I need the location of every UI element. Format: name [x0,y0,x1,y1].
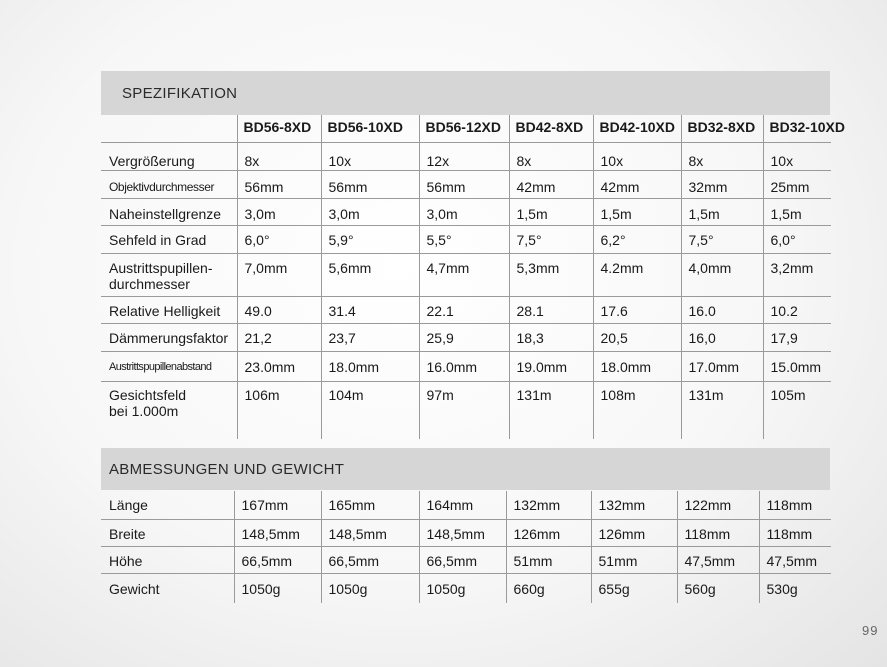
table-cell: 165mm [321,491,419,519]
model-header: BD56-12XD [419,115,509,142]
row-label [101,381,237,439]
table-cell: 15.0mm [763,351,831,381]
table-cell: 660g [506,573,591,603]
table-cell: 3,2mm [763,253,831,296]
table-cell: 148,5mm [419,519,506,546]
table-cell: 19.0mm [509,351,593,381]
table-cell: 18,3 [509,323,593,351]
row-label: Breite [109,525,146,542]
table-cell: 18.0mm [321,351,419,381]
table-row [101,170,831,198]
table-cell: 7,5° [681,225,763,253]
table-cell: 3,0m [321,198,419,225]
table-cell: 18.0mm [593,351,681,381]
row-label-line: Gesichtsfeld [109,386,187,403]
table-cell: 655g [591,573,677,603]
table-cell: 4,7mm [419,253,509,296]
table-cell: 21,2 [237,323,321,351]
table-cell: 118mm [759,519,831,546]
page-number: 99 [862,623,879,638]
model-header: BD56-8XD [237,115,321,142]
table-cell: 42mm [593,170,681,198]
table-cell: 560g [677,573,759,603]
table-row [101,142,831,170]
table-cell: 22.1 [419,296,509,323]
table-cell: 131m [509,381,593,439]
table-cell: 7,5° [509,225,593,253]
model-header: BD32-8XD [681,115,763,142]
table-cell: 12x [419,142,509,170]
row-label: Austrittspupillenabstand [109,360,212,373]
row-label [101,253,237,296]
table-cell: 118mm [759,491,831,519]
row-label-line: durchmesser [109,275,190,292]
table-cell: 8x [681,142,763,170]
table-cell: 6,0° [237,225,321,253]
row-label: Höhe [109,552,143,569]
table-cell: 56mm [237,170,321,198]
table-cell: 118mm [677,519,759,546]
table-cell: 6,0° [763,225,831,253]
table-cell: 20,5 [593,323,681,351]
table-cell: 6,2° [593,225,681,253]
table-cell: 5,5° [419,225,509,253]
table-cell: 51mm [591,546,677,573]
table-cell: 4,0mm [681,253,763,296]
table-cell: 10.2 [763,296,831,323]
table-cell: 530g [759,573,831,603]
row-label: Objektivdurchmesser [109,179,215,194]
table-cell: 131m [681,381,763,439]
table-cell: 132mm [506,491,591,519]
table-cell: 47,5mm [759,546,831,573]
table-cell: 1,5m [509,198,593,225]
table-cell: 1050g [419,573,506,603]
row-label-line: bei 1.000m [109,402,179,419]
table-cell: 1,5m [763,198,831,225]
table-cell: 25mm [763,170,831,198]
table-cell: 7,0mm [237,253,321,296]
table-cell: 1,5m [681,198,763,225]
table-cell: 49.0 [237,296,321,323]
table-cell: 66,5mm [419,546,506,573]
section-title: SPEZIFIKATION [122,85,238,102]
row-label: Dämmerungsfaktor [109,329,229,346]
table-cell: 5,9° [321,225,419,253]
table-cell: 42mm [509,170,593,198]
table-cell: 1050g [234,573,321,603]
table-cell: 3,0m [237,198,321,225]
table-row [101,546,831,573]
table-row [101,519,831,546]
model-header: BD56-10XD [321,115,419,142]
table-cell: 1050g [321,573,419,603]
table-cell: 51mm [506,546,591,573]
row-label: Gewicht [109,580,160,597]
table-cell: 17.6 [593,296,681,323]
table-cell: 8x [237,142,321,170]
table-cell: 47,5mm [677,546,759,573]
table-cell: 8x [509,142,593,170]
table-cell: 148,5mm [321,519,419,546]
row-label: Naheinstellgrenze [109,205,222,222]
table-cell: 16,0 [681,323,763,351]
model-header: BD42-8XD [509,115,593,142]
table-cell: 164mm [419,491,506,519]
table-cell: 132mm [591,491,677,519]
row-label-line: Austrittspupillen- [109,259,213,276]
table-row [101,381,831,439]
row-label: Vergrößerung [109,152,195,169]
table-cell: 126mm [506,519,591,546]
dimensions-table [101,491,831,603]
table-row [101,491,831,519]
table-cell: 122mm [677,491,759,519]
table-cell: 16.0 [681,296,763,323]
row-label: Sehfeld in Grad [109,231,207,248]
table-cell: 10x [321,142,419,170]
model-header: BD42-10XD [593,115,681,142]
row-label: Länge [109,497,148,513]
table-cell: 23,7 [321,323,419,351]
table-cell: 31.4 [321,296,419,323]
table-cell: 106m [237,381,321,439]
table-cell: 108m [593,381,681,439]
table-row [101,198,831,225]
table-cell: 5,6mm [321,253,419,296]
table-cell: 4.2mm [593,253,681,296]
spezifikation-header [101,71,830,115]
table-row [101,351,831,381]
empty-header-cell [101,115,237,142]
abmessungen-header [101,448,830,490]
table-cell: 148,5mm [234,519,321,546]
table-cell: 126mm [591,519,677,546]
table-row [101,323,831,351]
table-cell: 25,9 [419,323,509,351]
table-row [101,573,831,603]
table-cell: 1,5m [593,198,681,225]
table-cell: 17.0mm [681,351,763,381]
table-cell: 23.0mm [237,351,321,381]
table-cell: 10x [763,142,831,170]
table-cell: 10x [593,142,681,170]
model-header-row [101,115,831,142]
table-cell: 104m [321,381,419,439]
row-label: Relative Helligkeit [109,302,221,319]
table-cell: 105m [763,381,831,439]
table-cell: 56mm [419,170,509,198]
table-cell: 17,9 [763,323,831,351]
table-cell: 56mm [321,170,419,198]
table-cell: 5,3mm [509,253,593,296]
table-row [101,225,831,253]
table-cell: 66,5mm [321,546,419,573]
table-cell: 3,0m [419,198,509,225]
table-row [101,253,831,296]
table-cell: 32mm [681,170,763,198]
table-row [101,296,831,323]
table-cell: 66,5mm [234,546,321,573]
specification-table [101,115,845,439]
section-title: ABMESSUNGEN UND GEWICHT [109,461,345,478]
table-cell: 97m [419,381,509,439]
table-cell: 167mm [234,491,321,519]
table-cell: 16.0mm [419,351,509,381]
model-header: BD32-10XD [763,115,831,142]
table-cell: 28.1 [509,296,593,323]
